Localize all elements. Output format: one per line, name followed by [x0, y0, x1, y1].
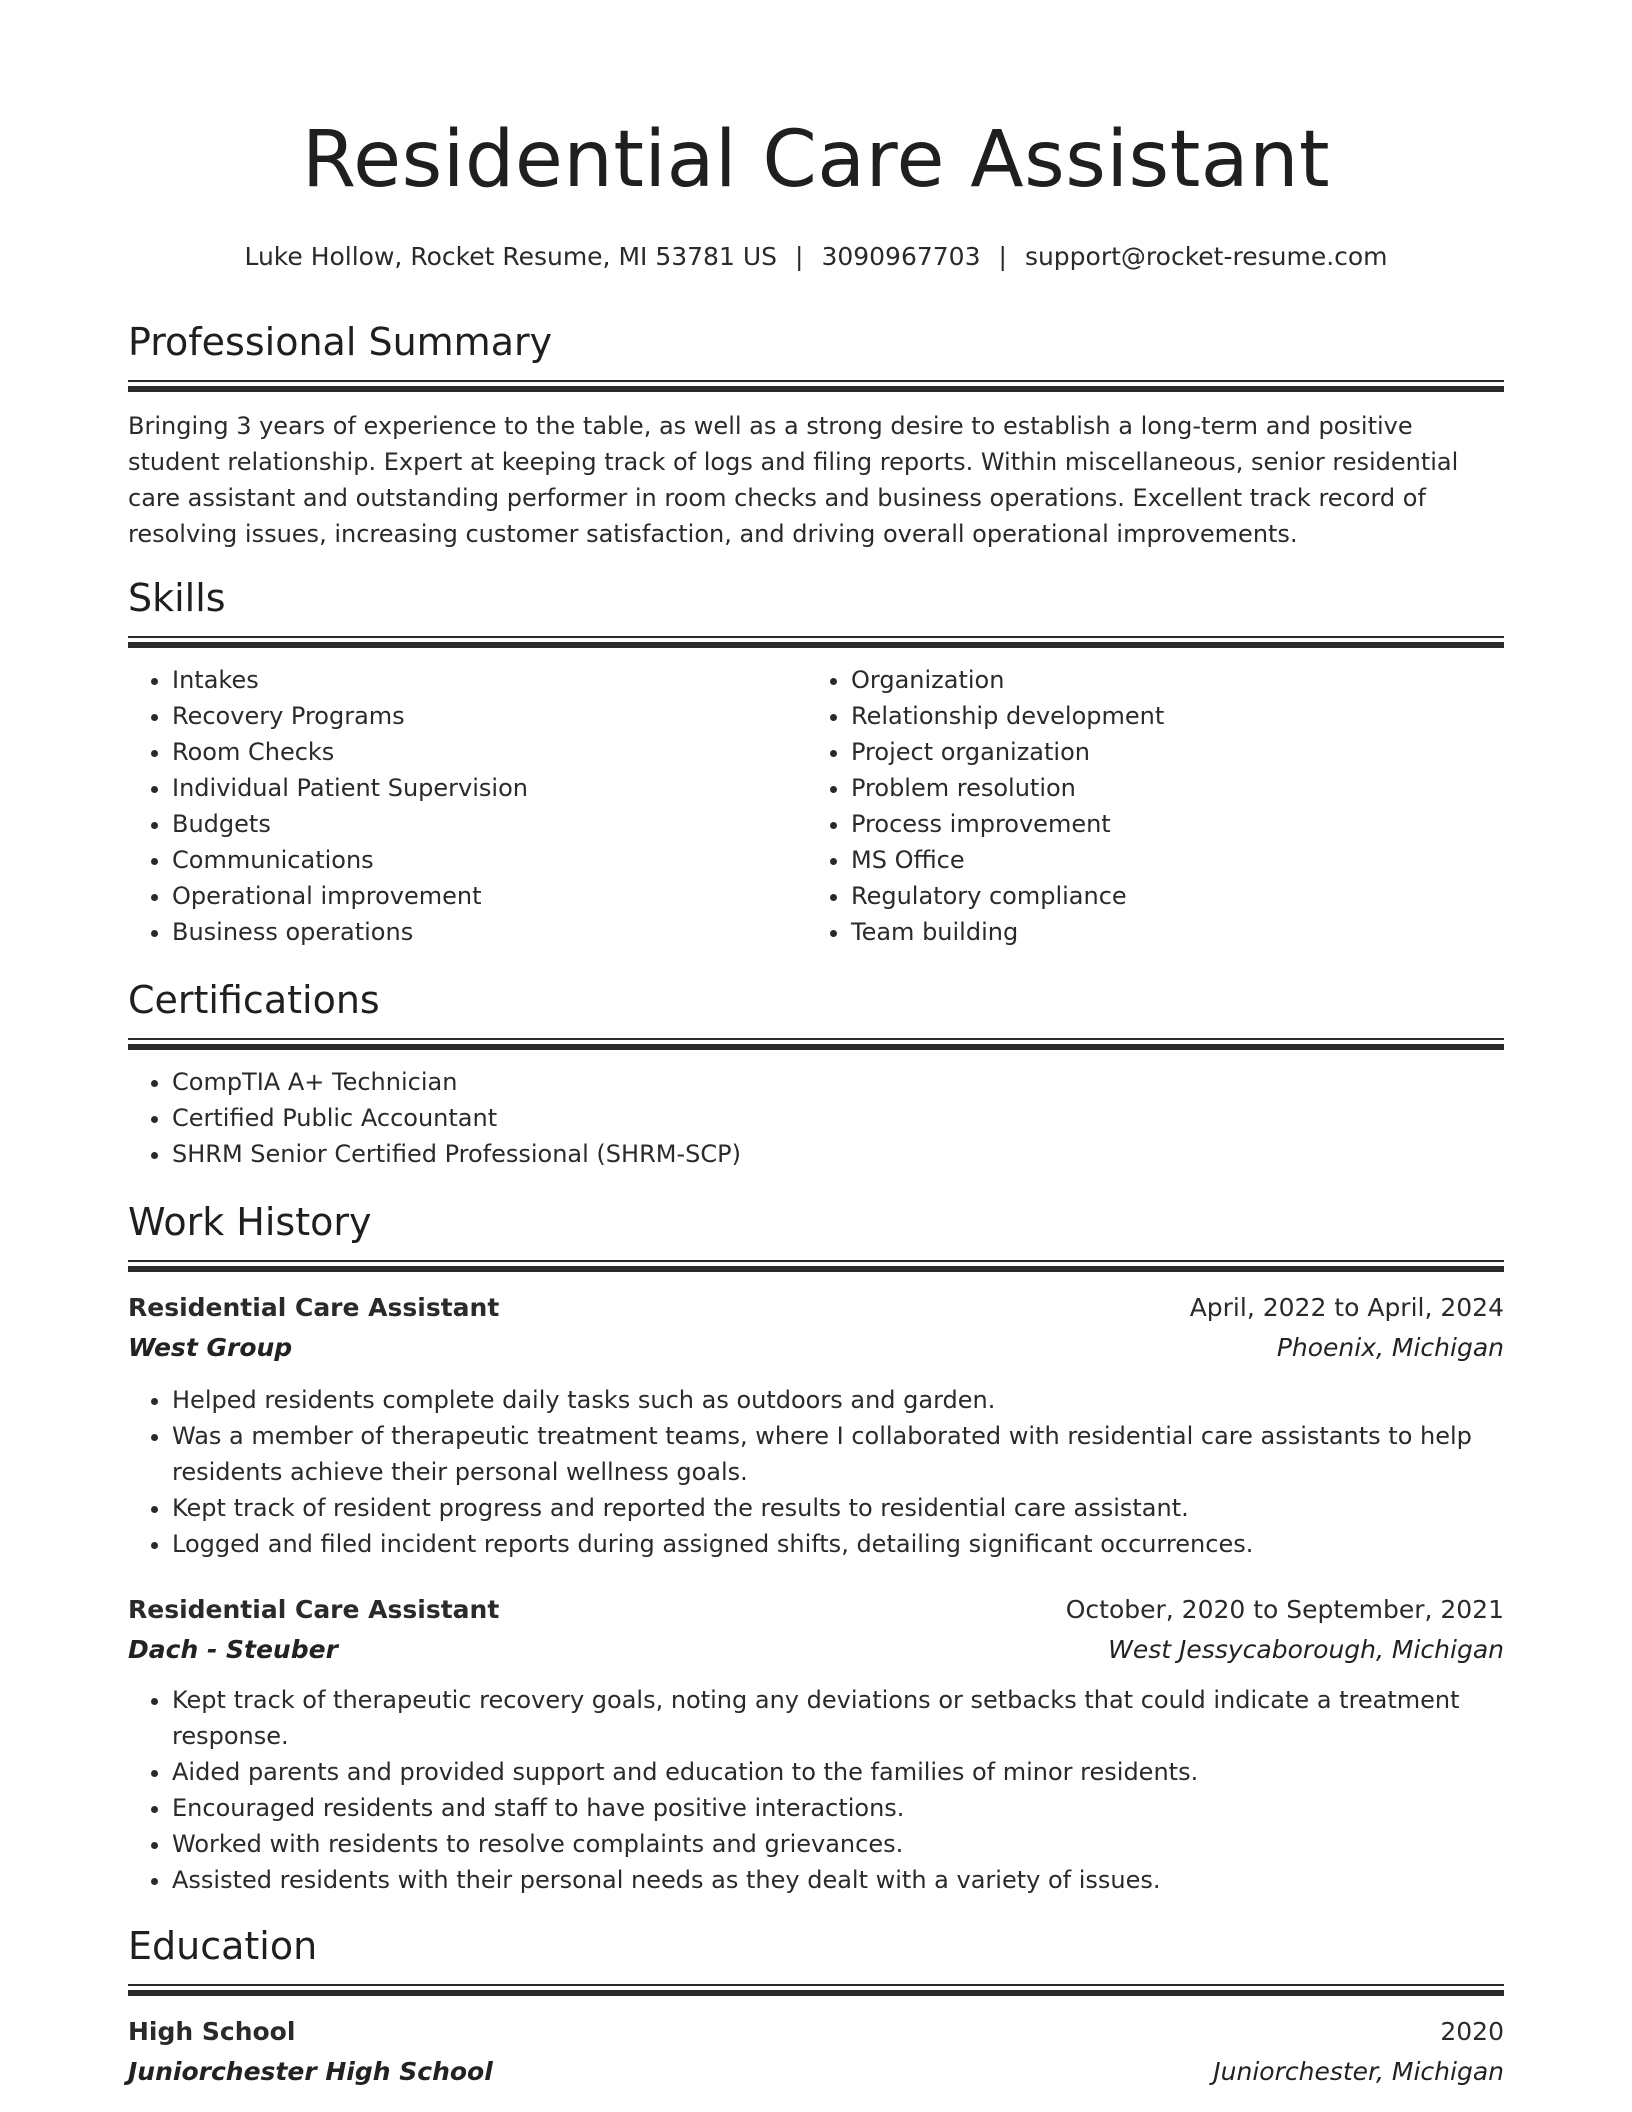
skill-item: • Individual Patient Supervision — [172, 770, 807, 806]
skill-item: • Team building — [851, 914, 1486, 950]
section-divider — [128, 1038, 1504, 1050]
skill-item: • Room Checks — [172, 734, 807, 770]
job-location: West Jessycaborough, Michigan — [1108, 1635, 1504, 1664]
skill-item: • MS Office — [851, 842, 1486, 878]
contact-phone: 3090967703 — [821, 242, 981, 271]
skill-item: • Operational improvement — [172, 878, 807, 914]
job-title: Residential Care Assistant — [128, 1595, 500, 1624]
summary-heading: Professional Summary — [128, 320, 553, 364]
contact-line — [0, 240, 1632, 274]
certifications-section — [128, 976, 1504, 1172]
section-divider — [128, 1260, 1504, 1272]
work-history-section — [128, 1198, 1504, 1898]
job-entry — [128, 1590, 1504, 1898]
contact-separator: | — [795, 242, 804, 271]
job-bullet: • Was a member of therapeutic treatment teams, where I collaborated with residential care assistants to help residents achieve their personal wellness goals. — [172, 1418, 1504, 1490]
education-location: Juniorchester, Michigan — [1213, 2057, 1504, 2086]
skill-item: • Communications — [172, 842, 807, 878]
job-title: Residential Care Assistant — [128, 1293, 500, 1322]
job-header — [128, 1288, 1504, 1328]
education-heading: Education — [128, 1924, 318, 1968]
certification-item: • CompTIA A+ Technician — [172, 1064, 1504, 1100]
contact-address: Luke Hollow, Rocket Resume, MI 53781 US — [244, 242, 777, 271]
education-header — [128, 2012, 1504, 2052]
certifications-heading: Certifications — [128, 978, 380, 1022]
section-divider — [128, 1984, 1504, 1996]
skill-item: • Regulatory compliance — [851, 878, 1486, 914]
skill-item: • Organization — [851, 662, 1486, 698]
summary-text: Bringing 3 years of experience to the table, as well as a strong desire to establish a long-term and positive student relationship. Expert at keeping track of logs and filing reports. Within miscellaneous, senior residential care assistant and outstanding performer in room checks and business operations. Excellent track record of resolving issues, increasing customer satisfaction, and driving overall operational improvements. — [128, 412, 1459, 548]
job-company: Dach - Steuber — [128, 1635, 338, 1664]
skill-item: • Business operations — [172, 914, 807, 950]
education-entry — [128, 2012, 1504, 2092]
section-divider — [128, 380, 1504, 392]
skill-item: • Problem resolution — [851, 770, 1486, 806]
job-bullet: • Aided parents and provided support and education to the families of minor residents. — [172, 1754, 1504, 1790]
skills-list-left — [128, 662, 807, 950]
job-bullets — [128, 1382, 1504, 1562]
education-school: Juniorchester High School — [128, 2057, 493, 2086]
job-subheader — [128, 1328, 1504, 1368]
section-divider — [128, 636, 1504, 648]
skill-item: • Recovery Programs — [172, 698, 807, 734]
skill-item: • Relationship development — [851, 698, 1486, 734]
skill-item: • Process improvement — [851, 806, 1486, 842]
skill-item: • Project organization — [851, 734, 1486, 770]
resume-title: Residential Care Assistant — [301, 115, 1331, 205]
job-company: West Group — [128, 1333, 293, 1362]
certifications-list — [128, 1064, 1504, 1172]
job-dates: October, 2020 to September, 2021 — [1065, 1595, 1504, 1624]
job-dates: April, 2022 to April, 2024 — [1189, 1293, 1504, 1322]
job-subheader — [128, 1630, 1504, 1670]
summary-section — [128, 318, 1504, 552]
job-bullets — [128, 1682, 1504, 1898]
skills-columns — [128, 662, 1504, 950]
contact-separator: | — [998, 242, 1007, 271]
skills-heading: Skills — [128, 576, 226, 620]
education-section — [128, 1922, 1504, 2092]
job-bullet: • Encouraged residents and staff to have positive interactions. — [172, 1790, 1504, 1826]
job-bullet: • Worked with residents to resolve complaints and grievances. — [172, 1826, 1504, 1862]
skill-item: • Intakes — [172, 662, 807, 698]
job-entry — [128, 1288, 1504, 1562]
job-bullet: • Assisted residents with their personal needs as they dealt with a variety of issues. — [172, 1862, 1504, 1898]
skills-list-right — [807, 662, 1486, 950]
job-bullet: • Helped residents complete daily tasks such as outdoors and garden. — [172, 1382, 1504, 1418]
work-history-heading: Work History — [128, 1200, 372, 1244]
education-subheader — [128, 2052, 1504, 2092]
job-header — [128, 1590, 1504, 1630]
education-year: 2020 — [1440, 2017, 1504, 2046]
education-degree: High School — [128, 2017, 296, 2046]
contact-email: support@rocket-resume.com — [1024, 242, 1388, 271]
certification-item: • Certified Public Accountant — [172, 1100, 1504, 1136]
certification-item: • SHRM Senior Certified Professional (SHRM-SCP) — [172, 1136, 1504, 1172]
job-bullet: • Logged and filed incident reports during assigned shifts, detailing significant occurrences. — [172, 1526, 1504, 1562]
skills-section — [128, 574, 1504, 950]
skill-item: • Budgets — [172, 806, 807, 842]
job-location: Phoenix, Michigan — [1276, 1333, 1504, 1362]
job-bullet: • Kept track of resident progress and reported the results to residential care assistant. — [172, 1490, 1504, 1526]
job-bullet: • Kept track of therapeutic recovery goals, noting any deviations or setbacks that could indicate a treatment response. — [172, 1682, 1504, 1754]
